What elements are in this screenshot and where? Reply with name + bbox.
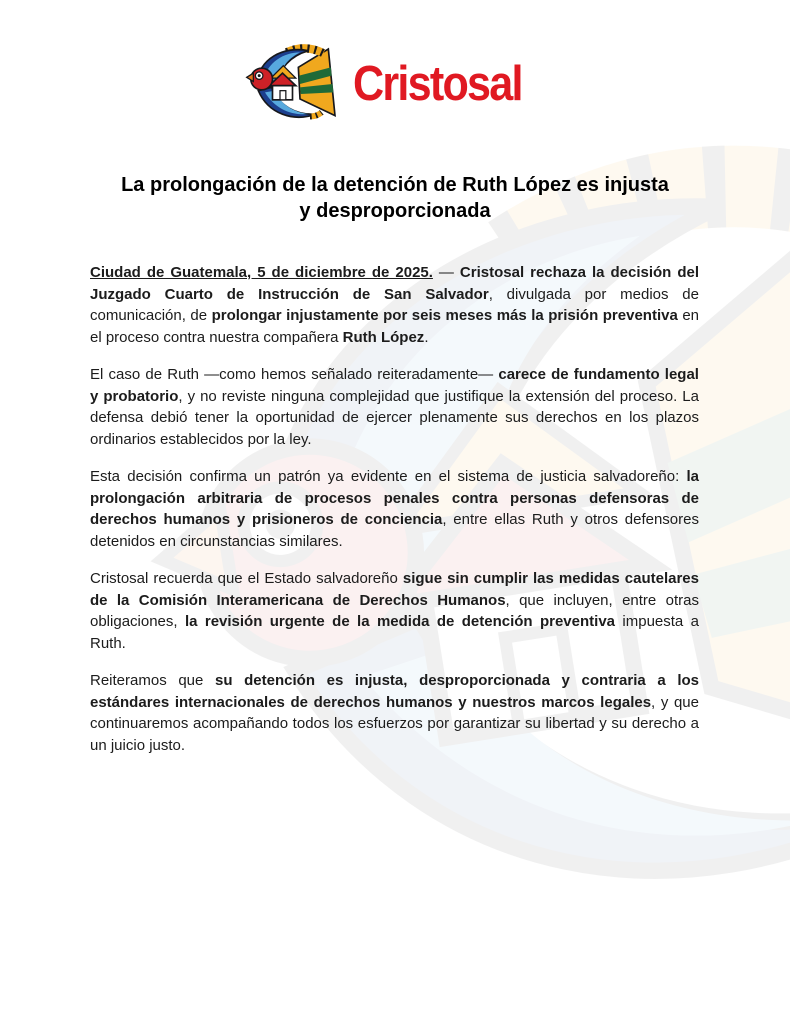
cristosal-logo <box>0 0 790 126</box>
paragraph <box>90 568 699 654</box>
text-segment: la prolongación arbitraria de procesos penales contra personas defensoras de derechos humanos y prisioneros de conciencia <box>90 468 699 528</box>
text-segment: su detención es injusta, desproporcionada y contraria a los estándares internacionales de derechos humanos y nuestros marcos legales <box>90 672 700 711</box>
text-segment: El caso de Ruth —como hemos señalado reiteradamente— <box>90 366 499 383</box>
text-segment: impuesta a Ruth. <box>90 613 699 652</box>
text-segment: , y no reviste ninguna complejidad que justifique la extensión del proceso. La defensa debió tener la oportunidad de ejercer plenamente sus derechos en los plazos ordinarios establecidos por la ley. <box>90 387 699 448</box>
text-segment: Cristosal rechaza la decisión del Juzgado Cuarto de Instrucción de San Salvador <box>90 264 699 303</box>
headline-line: y desproporcionada <box>299 200 491 222</box>
text-segment: , que incluyen, entre otras obligaciones, <box>90 591 699 630</box>
text-segment: la revisión urgente de la medida de detención preventiva <box>184 613 616 630</box>
text-segment: Ruth López <box>342 328 425 346</box>
text-segment: — <box>432 264 460 281</box>
press-release-body <box>0 262 790 756</box>
text-segment: , entre ellas Ruth y otros defensores detenidos en circunstancias similares. <box>90 511 699 550</box>
paragraph <box>90 262 699 348</box>
text-segment: en el proceso contra nuestra compañera <box>90 307 700 346</box>
paragraph <box>90 670 699 756</box>
headline-line: La prolongación de la detención de Ruth López es injusta <box>121 174 669 196</box>
text-segment: prolongar injustamente por seis meses más la prisión preventiva <box>211 307 678 324</box>
text-segment: sigue sin cumplir las medidas cautelares de la Comisión Interamericana de Derechos Humanos <box>90 570 699 609</box>
text-segment: carece de fundamento legal y probatorio <box>90 366 699 405</box>
text-segment: Ciudad de Guatemala, 5 de diciembre de 2025. <box>90 264 433 281</box>
text-segment: Cristosal recuerda que el Estado salvadoreño <box>90 570 403 587</box>
brand-wordmark: Cristosal <box>353 56 522 111</box>
cristosal-bird-icon <box>245 42 345 126</box>
text-segment: Reiteramos que <box>90 672 215 689</box>
text-segment: Esta decisión confirma un patrón ya evidente en el sistema de justicia salvadoreño: <box>90 468 687 485</box>
text-segment: . <box>424 328 429 346</box>
paragraph <box>90 364 699 450</box>
paragraph <box>90 466 699 552</box>
text-segment: , divulgada por medios de comunicación, de <box>90 285 699 324</box>
text-segment: , y que continuaremos acompañando todos los esfuerzos por garantizar su libertad y su derecho a un juicio justo. <box>90 693 699 754</box>
headline <box>85 172 705 224</box>
